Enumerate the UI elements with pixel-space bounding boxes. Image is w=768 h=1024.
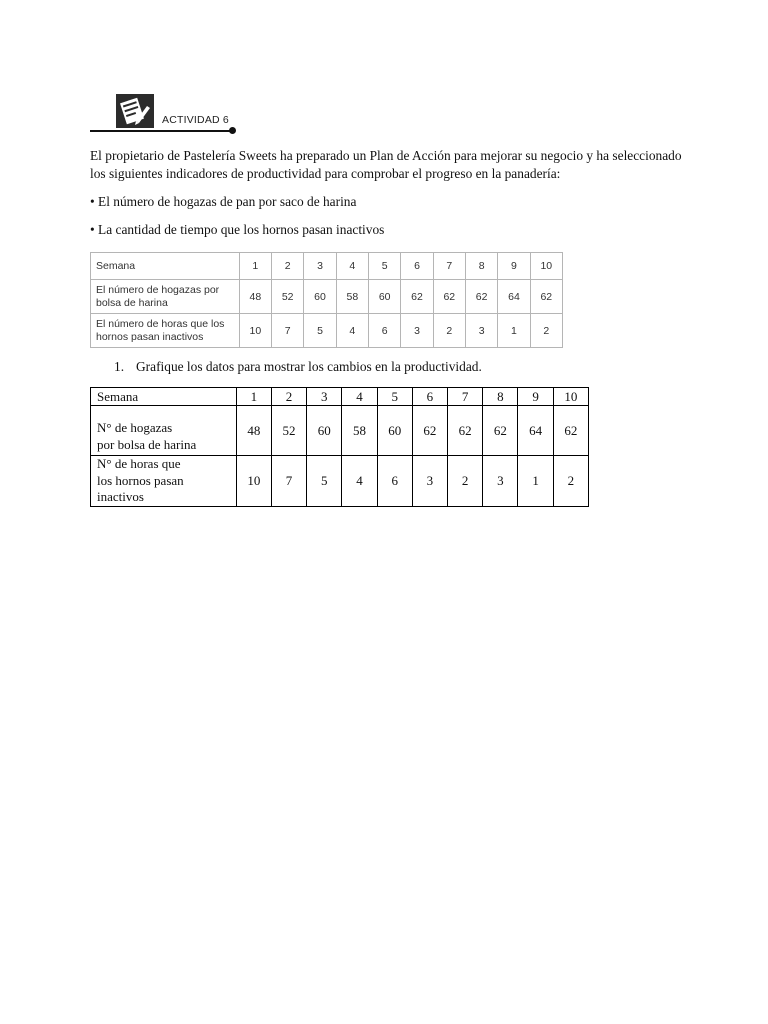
activity-header [90,94,236,134]
table-cell: 52 [272,280,304,314]
table-cell: 60 [369,280,401,314]
table-cell: 7 [271,456,306,507]
question-item [114,359,482,375]
question-number: 1. [114,359,125,374]
table-week-cell: 5 [377,388,412,406]
row-label-line: inactivos [97,489,144,504]
table-week-cell: 3 [304,253,336,280]
table-week-cell: 3 [307,388,342,406]
table-cell: 52 [271,406,306,456]
table-week-cell: 10 [553,388,588,406]
bullet-item: • El número de hogazas de pan por saco de harina [90,194,357,209]
table-week-cell: 9 [518,388,553,406]
table-week-cell: 4 [336,253,368,280]
row-label-line: bolsa de harina [96,296,168,309]
table-cell: 62 [483,406,518,456]
row-label-line: El número de horas que los [96,317,225,330]
table-cell: 2 [530,314,562,348]
table-header-label: Semana [91,388,237,406]
table-cell: 10 [239,314,271,348]
row-label-line: N° de horas que [97,456,181,471]
table-cell: 1 [518,456,553,507]
table-week-cell: 7 [448,388,483,406]
table-cell: 7 [272,314,304,348]
row-label-line: los hornos pasan [97,472,184,488]
table-week-cell: 7 [433,253,465,280]
table-row-label [91,280,240,314]
table-week-cell: 10 [530,253,562,280]
table-cell: 4 [342,456,377,507]
table-cell: 6 [377,456,412,507]
pencil-paper-icon [116,94,154,128]
table-week-cell: 6 [401,253,433,280]
table-cell: 3 [465,314,497,348]
table-week-cell: 2 [272,253,304,280]
table-cell: 3 [412,456,447,507]
header-rule-dot [229,127,236,134]
table-cell: 64 [518,406,553,456]
table-cell: 5 [307,456,342,507]
table-week-cell: 2 [271,388,306,406]
table-week-cell: 8 [483,388,518,406]
table-row-label [91,314,240,348]
table-week-cell: 4 [342,388,377,406]
question-text: Grafique los datos para mostrar los cambios en la productividad. [136,359,482,374]
table-cell: 3 [483,456,518,507]
table-row-label [91,456,237,507]
header-rule [90,130,232,132]
table-cell: 2 [553,456,588,507]
table-cell: 62 [401,280,433,314]
row-label-line: por bolsa de harina [97,436,197,452]
table-week-cell: 1 [236,388,271,406]
table-cell: 62 [553,406,588,456]
table-cell: 1 [498,314,530,348]
bullet-item: • La cantidad de tiempo que los hornos pasan inactivos [90,222,385,237]
table-cell: 62 [412,406,447,456]
row-label-line: hornos pasan inactivos [96,330,204,343]
table-cell: 60 [307,406,342,456]
table-week-cell: 9 [498,253,530,280]
table-cell: 62 [448,406,483,456]
table-cell: 48 [239,280,271,314]
table-cell: 62 [433,280,465,314]
intro-paragraph: El propietario de Pastelería Sweets ha preparado un Plan de Acción para mejorar su negocio y ha seleccionado los siguientes indicadores de productividad para comprobar el progreso en la panadería: [90,148,682,181]
table-cell: 60 [304,280,336,314]
answer-data-table [90,387,589,507]
table-week-cell: 8 [465,253,497,280]
table-cell: 48 [236,406,271,456]
table-header-label: Semana [91,253,240,280]
table-cell: 64 [498,280,530,314]
table-cell: 6 [369,314,401,348]
table-cell: 4 [336,314,368,348]
table-cell: 62 [530,280,562,314]
table-cell: 5 [304,314,336,348]
row-label-line: N° de hogazas [97,420,173,435]
table-cell: 58 [342,406,377,456]
table-week-cell: 5 [369,253,401,280]
table-cell: 10 [236,456,271,507]
table-cell: 2 [433,314,465,348]
table-cell: 60 [377,406,412,456]
table-cell: 62 [465,280,497,314]
table-cell: 58 [336,280,368,314]
printed-data-table [90,252,563,348]
row-label-line: El número de hogazas por [96,283,220,296]
table-cell: 2 [448,456,483,507]
table-cell: 3 [401,314,433,348]
table-week-cell: 6 [412,388,447,406]
activity-label: ACTIVIDAD 6 [162,114,229,126]
table-row-label [91,406,237,456]
table-week-cell: 1 [239,253,271,280]
